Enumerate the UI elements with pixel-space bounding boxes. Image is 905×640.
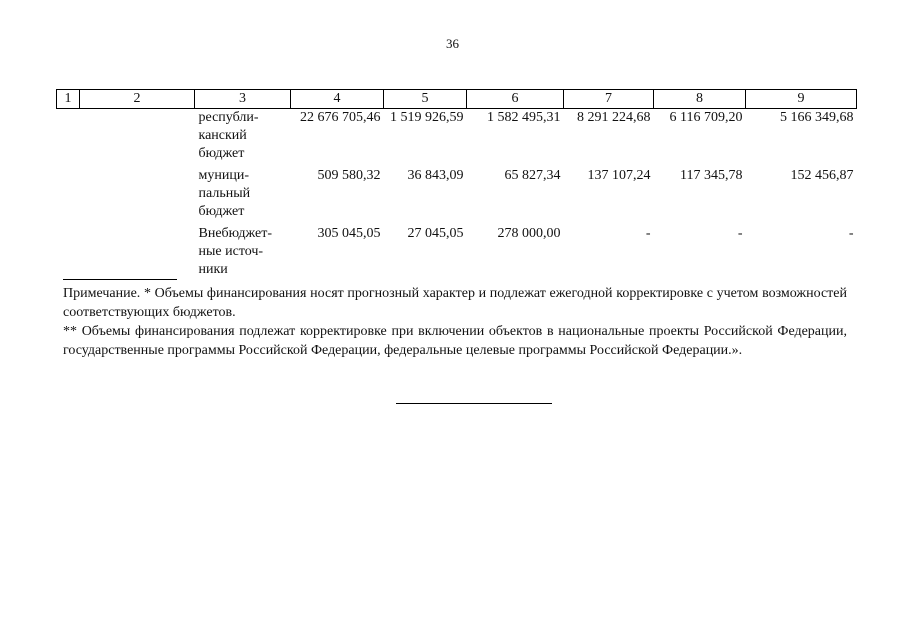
- amount-cell: 305 045,05: [317, 226, 381, 241]
- table-cell: [57, 225, 80, 279]
- page-number: 36: [446, 36, 459, 51]
- table-cell: [80, 167, 195, 225]
- notes-section: [63, 284, 847, 360]
- table-row: [57, 225, 857, 279]
- amount-cell: 36 843,09: [407, 168, 464, 183]
- amount-cell: 137 107,24: [587, 168, 651, 183]
- funding-table: [56, 89, 857, 279]
- amount-cell: 1 582 495,31: [487, 110, 561, 125]
- table-cell: [80, 109, 195, 168]
- amount-cell: -: [737, 226, 743, 241]
- table-row: [57, 167, 857, 225]
- table-row: [57, 109, 857, 168]
- column-header: 6: [467, 90, 564, 109]
- column-header: 5: [384, 90, 467, 109]
- amount-cell: 117 345,78: [680, 168, 743, 183]
- column-header: 1: [57, 90, 80, 109]
- column-header: 3: [195, 90, 291, 109]
- amount-cell: 509 580,32: [317, 168, 381, 183]
- amount-cell: 1 519 926,59: [390, 110, 464, 125]
- footnote-separator: [63, 279, 177, 280]
- column-header: 7: [564, 90, 654, 109]
- amount-cell: 22 676 705,46: [300, 110, 381, 125]
- amount-cell: 5 166 349,68: [780, 110, 854, 125]
- amount-cell: -: [848, 226, 854, 241]
- end-of-document-rule: [396, 403, 552, 404]
- table-cell: [57, 167, 80, 225]
- note-financing-adjustment: ** Объемы финансирования подлежат корректировке при включении объектов в национальные проекты Российской Федерации, государственные программы Российской Федерации, федеральные целевые программы Российской Федерации.».: [63, 324, 847, 358]
- table-cell: [80, 225, 195, 279]
- amount-cell: 278 000,00: [497, 226, 561, 241]
- column-header: 2: [80, 90, 195, 109]
- amount-cell: 65 827,34: [504, 168, 561, 183]
- amount-cell: 27 045,05: [407, 226, 464, 241]
- column-header: 4: [291, 90, 384, 109]
- amount-cell: 6 116 709,20: [669, 110, 743, 125]
- table-cell: [57, 109, 80, 168]
- column-header: 9: [746, 90, 857, 109]
- amount-cell: 8 291 224,68: [577, 110, 651, 125]
- column-header: 8: [654, 90, 746, 109]
- amount-cell: -: [645, 226, 651, 241]
- funding-source: республи-канский бюджет: [198, 110, 259, 161]
- funding-source: Внебюджет-ные источ-ники: [198, 226, 273, 277]
- funding-source: муници-пальный бюджет: [198, 168, 251, 219]
- note-financing-forecast: Примечание. * Объемы финансирования носят прогнозный характер и подлежат ежегодной корректировке с учетом возможностей соответствующих бюджетов.: [63, 286, 847, 320]
- amount-cell: 152 456,87: [790, 168, 854, 183]
- column-number-row: [57, 90, 857, 109]
